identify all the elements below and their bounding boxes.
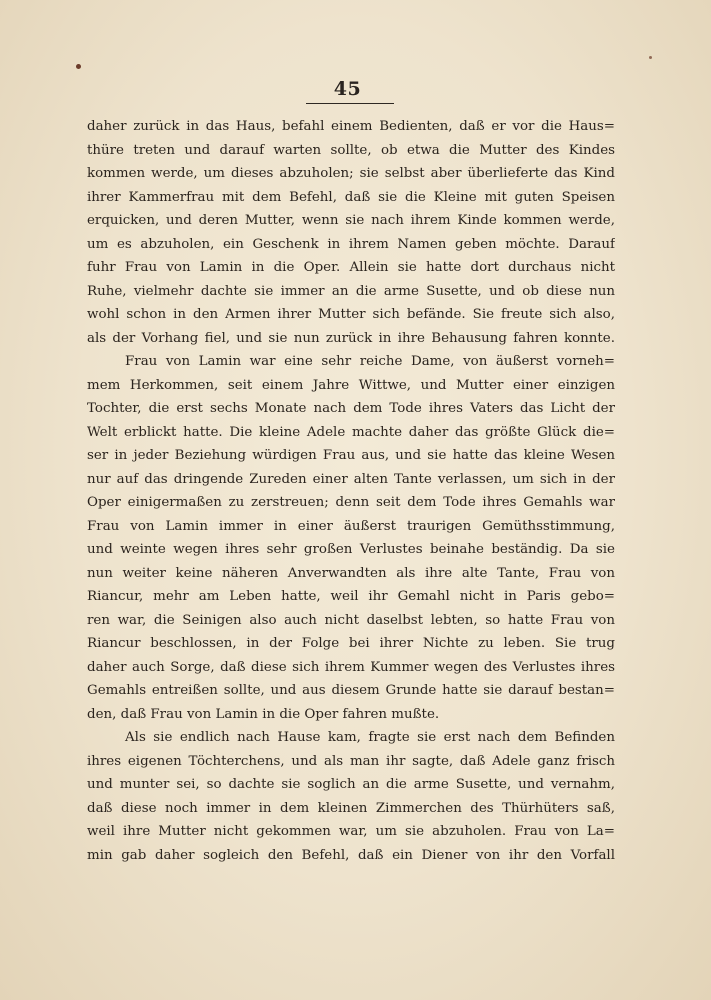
text-line: Gemahls entreißen sollte, und aus diesem Grunde hatte sie darauf bestan= <box>87 683 615 698</box>
text-line: min gab daher sogleich den Befehl, daß ein Diener von ihr den Vorfall <box>87 847 615 863</box>
text-line: Frau von Lamin immer in einer äußerst traurigen Gemüthsstimmung, <box>87 518 615 534</box>
text-line: Ruhe, vielmehr dachte sie immer an die arme Susette, und ob diese nun <box>87 283 615 299</box>
text-line: ihres eigenen Töchterchens, und als man ihr sagte, daß Adele ganz frisch <box>87 753 615 769</box>
text-line: ser in jeder Beziehung würdigen Frau aus, und sie hatte das kleine Wesen <box>87 448 615 463</box>
page-number: 45 <box>333 78 362 100</box>
text-line: daher auch Sorge, daß diese sich ihrem Kummer wegen des Verlustes ihres <box>87 659 615 675</box>
ink-spot <box>649 56 652 59</box>
paragraph-end-line: den, daß Frau von Lamin in die Oper fahren mußte. <box>87 706 440 722</box>
text-line: Welt erblickt hatte. Die kleine Adele machte daher das größte Glück die= <box>87 424 615 440</box>
text-line: ihrer Kammerfrau mit dem Befehl, daß sie die Kleine mit guten Speisen <box>87 189 615 205</box>
text-line: daß diese noch immer in dem kleinen Zimmerchen des Thürhüters saß, <box>87 800 615 816</box>
text-line: Tochter, die erst sechs Monate nach dem Tode ihres Vaters das Licht der <box>87 401 615 416</box>
text-line: mem Herkommen, seit einem Jahre Wittwe, und Mutter einer einzigen <box>87 377 615 393</box>
ink-spot <box>76 64 81 69</box>
text-line: fuhr Frau von Lamin in die Oper. Allein sie hatte dort durchaus nicht <box>87 260 615 275</box>
text-line: Riancur beschlossen, in der Folge bei ihrer Nichte zu leben. Sie trug <box>87 636 615 651</box>
body-text <box>87 115 615 867</box>
text-line: thüre treten und darauf warten sollte, ob etwa die Mutter des Kindes <box>87 142 615 158</box>
header-rule <box>306 103 394 104</box>
text-line: wohl schon in den Armen ihrer Mutter sich befände. Sie freute sich also, <box>87 307 615 322</box>
text-line: ren war, die Seinigen also auch nicht daselbst lebten, so hatte Frau von <box>87 612 615 628</box>
text-line: um es abzuholen, ein Geschenk in ihrem Namen geben möchte. Darauf <box>87 236 615 252</box>
text-line: und munter sei, so dachte sie soglich an die arme Susette, und vernahm, <box>87 777 615 792</box>
text-line: nur auf das dringende Zureden einer alten Tante verlassen, um sich in der <box>87 471 615 487</box>
text-line: kommen werde, um dieses abzuholen; sie selbst aber überlieferte das Kind <box>87 166 615 181</box>
text-line: Oper einigermaßen zu zerstreuen; denn seit dem Tode ihres Gemahls war <box>87 495 615 510</box>
text-line: nun weiter keine näheren Anverwandten als ihre alte Tante, Frau von <box>87 565 615 581</box>
text-line: als der Vorhang fiel, und sie nun zurück in ihre Behausung fahren konnte. <box>87 330 615 346</box>
text-line: erquicken, und deren Mutter, wenn sie nach ihrem Kinde kommen werde, <box>87 213 615 228</box>
text-line: daher zurück in das Haus, befahl einem Bedienten, daß er vor die Haus= <box>87 119 615 134</box>
paragraph-start-line: Frau von Lamin war eine sehr reiche Dame, von äußerst vorneh= <box>125 354 615 369</box>
page-header <box>0 78 711 108</box>
text-line: Riancur, mehr am Leben hatte, weil ihr Gemahl nicht in Paris gebo= <box>87 589 615 604</box>
text-line: und weinte wegen ihres sehr großen Verlustes beinahe beständig. Da sie <box>87 542 615 557</box>
text-line: weil ihre Mutter nicht gekommen war, um sie abzuholen. Frau von La= <box>87 824 615 839</box>
paragraph-start-line: Als sie endlich nach Hause kam, fragte sie erst nach dem Befinden <box>125 730 615 745</box>
